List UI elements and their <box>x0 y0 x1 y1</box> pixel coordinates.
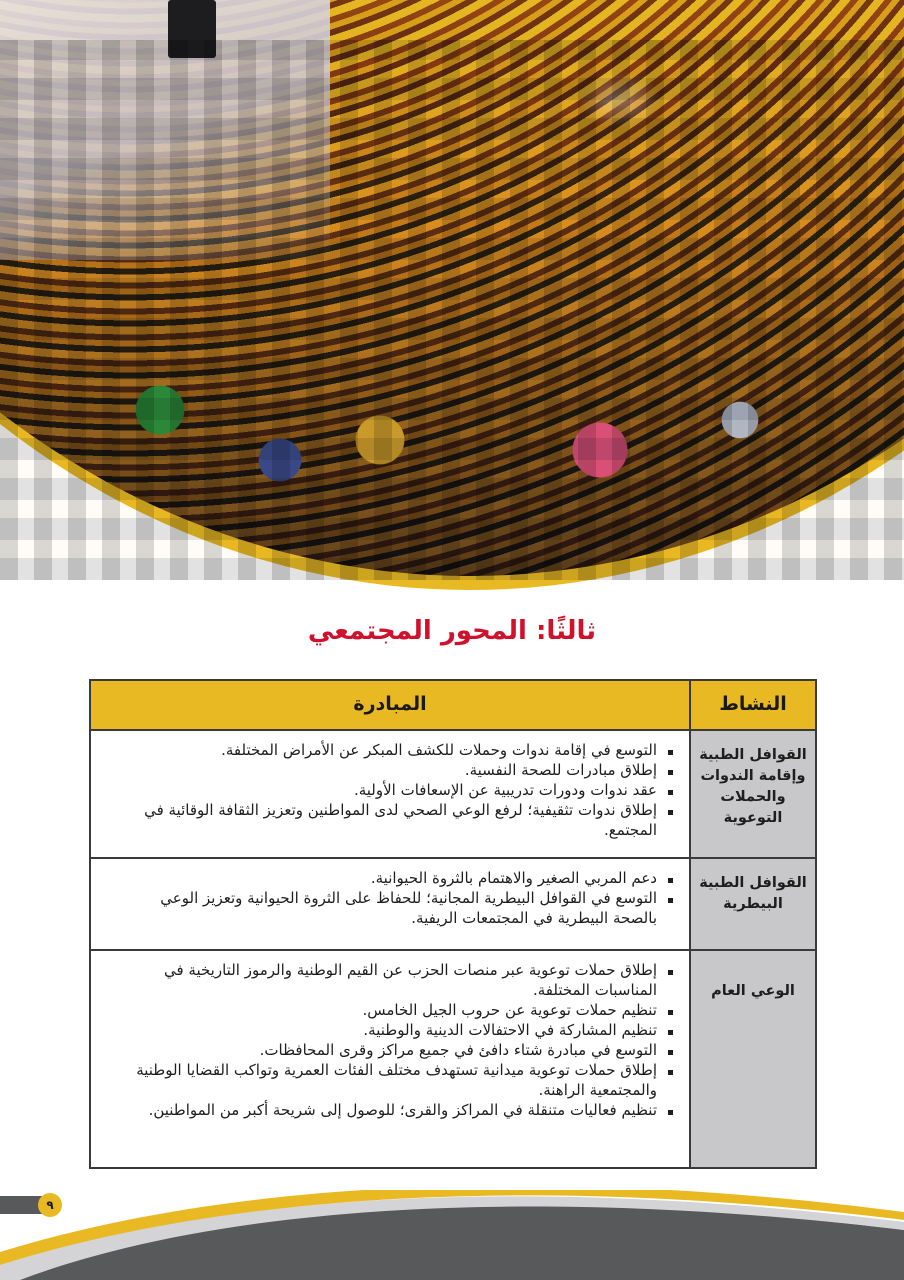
initiative-list <box>113 869 675 929</box>
list-item: تنظيم المشاركة في الاحتفالات الدينية والوطنية. <box>113 1021 675 1041</box>
list-item: تنظيم حملات توعوية عن حروب الجيل الخامس. <box>113 1001 675 1021</box>
list-item: إطلاق حملات توعوية ميدانية تستهدف مختلف الفئات العمرية وتواكب القضايا الوطنية والمجتمعية الراهنة. <box>113 1061 675 1101</box>
activity-cell: القوافل الطبية البيطرية <box>689 859 815 949</box>
initiative-cell <box>91 859 689 949</box>
initiative-list <box>113 961 675 1121</box>
list-item: التوسع في مبادرة شتاء دافئ في جميع مراكز وقرى المحافظات. <box>113 1041 675 1061</box>
activity-cell: القوافل الطبية وإقامة الندوات والحملات التوعوية <box>689 731 815 857</box>
list-item: إطلاق ندوات تثقيفية؛ لرفع الوعي الصحي لدى المواطنين وتعزيز الثقافة الوقائية في المجتمع. <box>113 801 675 841</box>
crowd-texture <box>0 40 904 580</box>
list-item: عقد ندوات ودورات تدريبية عن الإسعافات الأولية. <box>113 781 675 801</box>
footer-wave-decoration <box>0 1190 904 1280</box>
list-item: إطلاق حملات توعوية عبر منصات الحزب عن القيم الوطنية والرموز التاريخية في المناسبات المختلفة. <box>113 961 675 1001</box>
table-row <box>91 729 815 857</box>
section-title: ثالثًا: المحور المجتمعي <box>307 616 597 646</box>
list-item: التوسع في القوافل البيطرية المجانية؛ للحفاظ على الثروة الحيوانية وتعزيز الوعي بالصحة البيطرية في المجتمعات الريفية. <box>113 889 675 929</box>
table-row <box>91 857 815 949</box>
page-number: ٩ <box>38 1193 62 1217</box>
list-item: دعم المربي الصغير والاهتمام بالثروة الحيوانية. <box>113 869 675 889</box>
list-item: إطلاق مبادرات للصحة النفسية. <box>113 761 675 781</box>
list-item: التوسع في إقامة ندوات وحملات للكشف المبكر عن الأمراض المختلفة. <box>113 741 675 761</box>
initiative-cell <box>91 731 689 857</box>
header-photo-area <box>0 0 904 600</box>
table-header-row <box>91 681 815 729</box>
header-activity: النشاط <box>689 681 815 729</box>
header-initiative: المبادرة <box>91 681 689 729</box>
initiative-list <box>113 741 675 841</box>
list-item: تنظيم فعاليات متنقلة في المراكز والقرى؛ للوصول إلى شريحة أكبر من المواطنين. <box>113 1101 675 1121</box>
activity-cell: الوعي العام <box>689 951 815 1167</box>
initiative-cell <box>91 951 689 1167</box>
table-row <box>91 949 815 1167</box>
initiatives-table <box>89 679 817 1169</box>
